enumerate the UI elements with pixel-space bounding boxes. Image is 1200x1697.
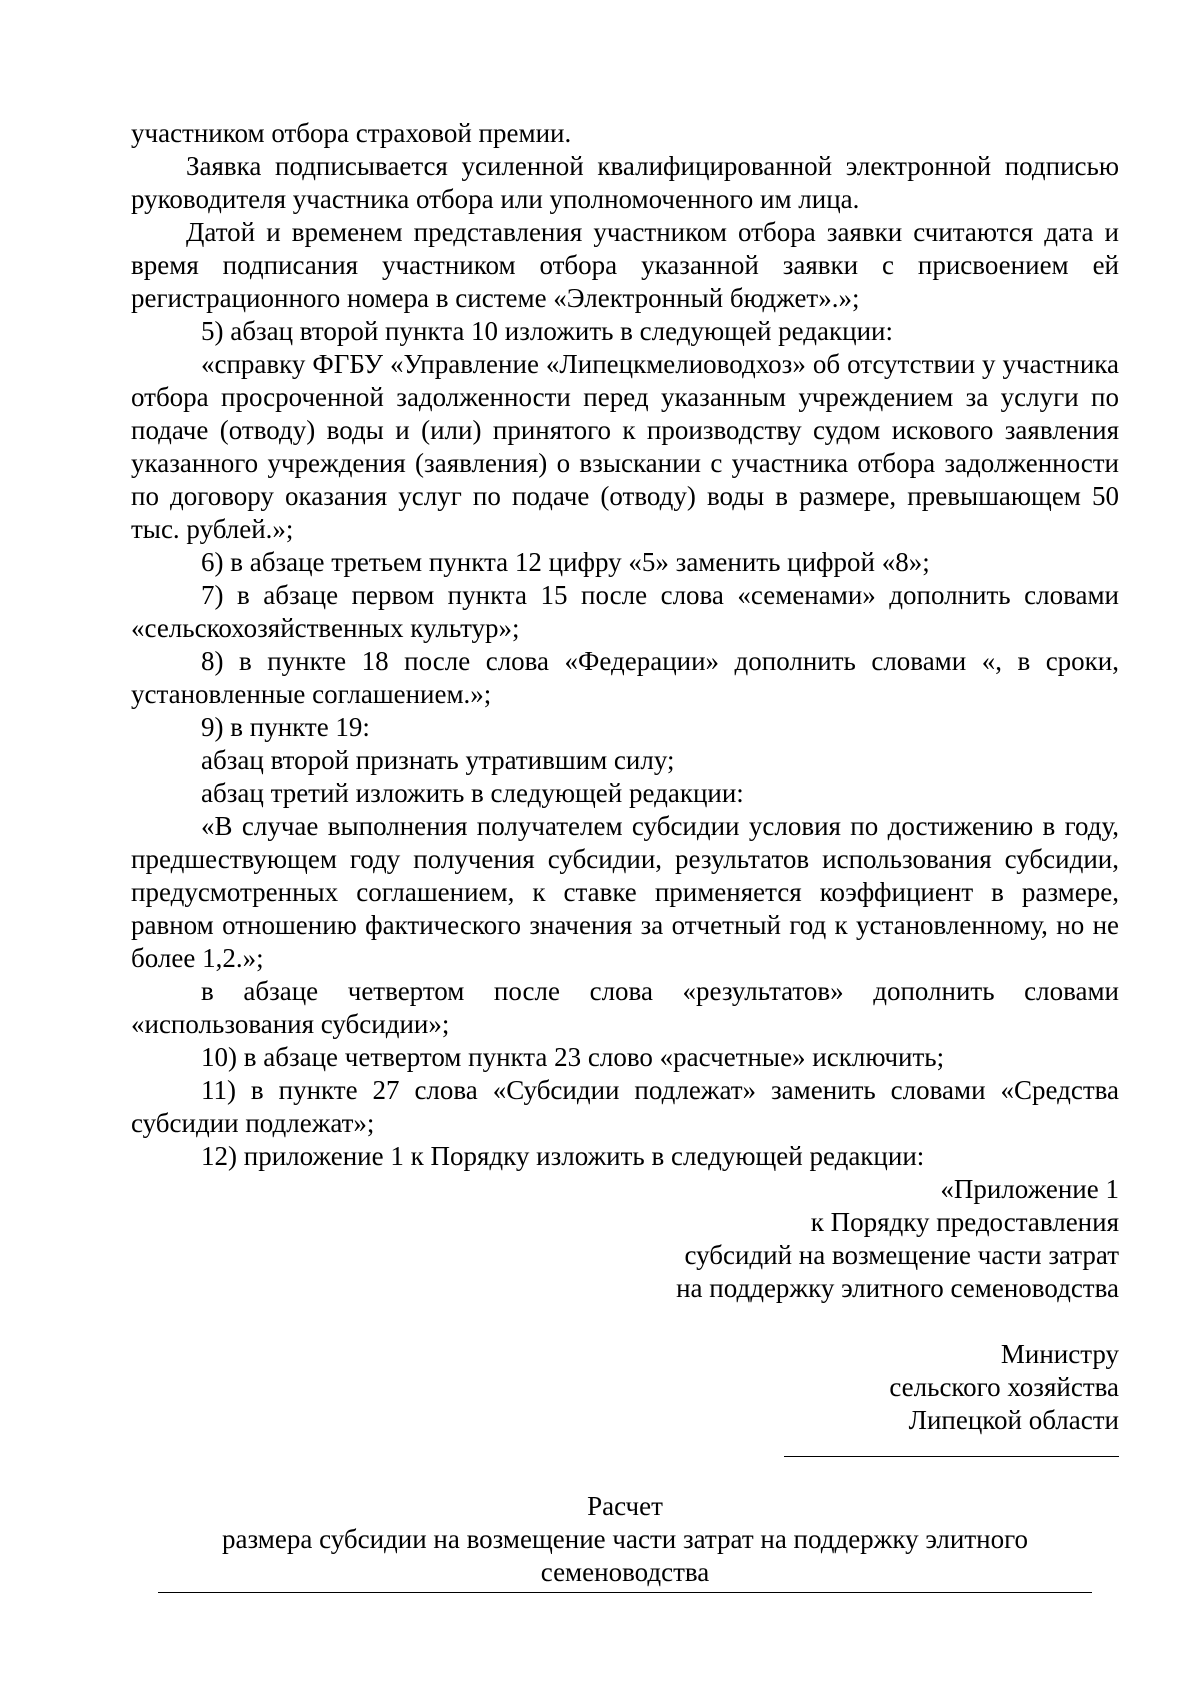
paragraph-10: абзац второй признать утратившим силу; xyxy=(201,745,675,775)
paragraph-14: 10) в абзаце четвертом пункта 23 слово «расчетные» исключить; xyxy=(201,1042,945,1072)
document-title: Расчет xyxy=(587,1491,663,1521)
appendix-header xyxy=(131,1173,1119,1305)
document-body xyxy=(131,117,1119,1437)
paragraph-2: Заявка подписывается усиленной квалифицированной электронной подписью руководителя участника отбора или уполномоченного им лица. xyxy=(131,151,1119,214)
paragraph-9: 9) в пункте 19: xyxy=(201,712,370,742)
paragraph-4: 5) абзац второй пункта 10 изложить в следующей редакции: xyxy=(201,316,893,346)
paragraph-5: «справку ФГБУ «Управление «Липецкмелиоводхоз» об отсутствии у участника отбора просроченной задолженности перед указанным учреждением за услуги по подаче (отводу) воды и (или) принятого к производству судом искового заявления указанного учреждения (заявления) о взыскании с участника отбора задолженности по договору оказания услуг по подаче (отводу) воды в размере, превышающем 50 тыс. рублей.»; xyxy=(131,349,1119,544)
addressee-line: сельского хозяйства xyxy=(889,1372,1119,1402)
document-subtitle-line: размера субсидии на возмещение части затрат на поддержку элитного xyxy=(222,1524,1028,1554)
paragraph-12: «В случае выполнения получателем субсидии условия по достижению в году, предшествующем году получения субсидии, результатов использования субсидии, предусмотренных соглашением, к ставке применяется коэффициент в размере, равном отношению фактического значения за отчетный год к установленному, но не более 1,2.»; xyxy=(131,811,1119,973)
paragraph-7: 7) в абзаце первом пункта 15 после слова «семенами» дополнить словами «сельскохозяйственных культур»; xyxy=(131,580,1119,643)
addressee-line: Липецкой области xyxy=(908,1405,1119,1435)
addressee-line: Министру xyxy=(1000,1339,1119,1369)
paragraph-16: 12) приложение 1 к Порядку изложить в следующей редакции: xyxy=(201,1141,925,1171)
document-subtitle-line: семеноводства xyxy=(540,1557,710,1587)
appendix-header-line: на поддержку элитного семеноводства xyxy=(676,1273,1119,1303)
signature-fill-line xyxy=(784,1456,1119,1457)
spacer xyxy=(131,1305,1119,1338)
paragraph-8: 8) в пункте 18 после слова «Федерации» дополнить словами «, в сроки, установленные соглашением.»; xyxy=(131,646,1119,709)
paragraph-13: в абзаце четвертом после слова «результатов» дополнить словами «использования субсидии»; xyxy=(131,976,1119,1039)
appendix-header-line: к Порядку предоставления xyxy=(810,1207,1119,1237)
appendix-header-line: «Приложение 1 xyxy=(940,1174,1119,1204)
paragraph-1: участником отбора страховой премии. xyxy=(131,118,572,148)
addressee-block xyxy=(131,1338,1119,1437)
fill-line xyxy=(158,1592,1092,1593)
paragraph-15: 11) в пункте 27 слова «Субсидии подлежат» заменить словами «Средства субсидии подлежат»; xyxy=(131,1075,1119,1138)
paragraph-3: Датой и временем представления участником отбора заявки считаются дата и время подписания участником отбора указанной заявки с присвоением ей регистрационного номера в системе «Электронный бюджет».»; xyxy=(131,217,1119,313)
calculation-title-block xyxy=(131,1490,1119,1589)
paragraph-11: абзац третий изложить в следующей редакции: xyxy=(201,778,744,808)
paragraph-6: 6) в абзаце третьем пункта 12 цифру «5» заменить цифрой «8»; xyxy=(201,547,930,577)
appendix-header-line: субсидий на возмещение части затрат xyxy=(684,1240,1119,1270)
